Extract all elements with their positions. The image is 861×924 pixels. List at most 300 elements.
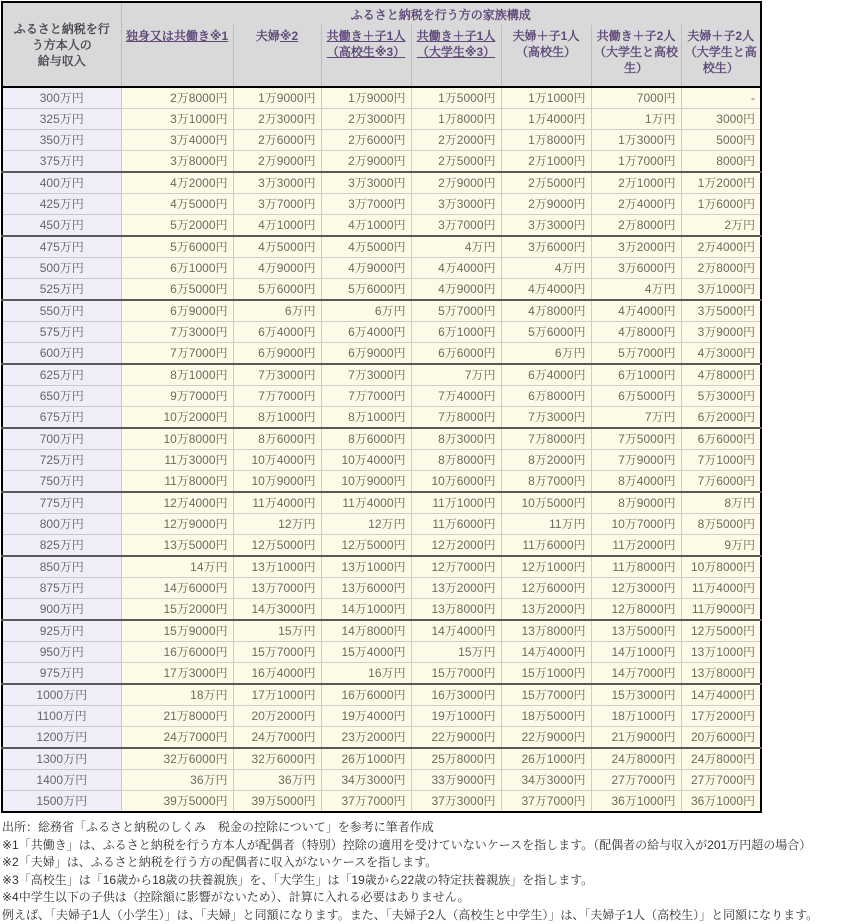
income-cell: 975万円 [2,663,121,685]
table-row [2,706,761,727]
amount-cell: 8万8000円 [411,450,501,471]
amount-cell: 11万8000円 [121,471,233,493]
amount-cell: 5万6000円 [233,279,321,301]
column-header-6 [591,25,681,87]
amount-cell: 14万3000円 [233,599,321,621]
amount-cell: 4万5000円 [121,194,233,215]
amount-cell: 13万5000円 [591,620,681,642]
income-cell: 900万円 [2,599,121,621]
amount-cell: 6万4000円 [321,322,411,343]
amount-cell: 12万5000円 [233,535,321,557]
amount-cell: 7万3000円 [121,322,233,343]
amount-cell: 15万2000円 [121,599,233,621]
amount-cell: 14万4000円 [501,642,591,663]
income-cell: 875万円 [2,578,121,599]
amount-cell: 1万円 [591,109,681,130]
column-header-1 [121,25,233,87]
income-cell: 525万円 [2,279,121,301]
amount-cell: 15万7000円 [233,642,321,663]
amount-cell: 32万6000円 [233,748,321,770]
income-cell: 800万円 [2,514,121,535]
column-header-2 [233,25,321,87]
group-header-row [2,2,761,25]
amount-cell: 14万7000円 [591,663,681,685]
amount-cell: 39万5000円 [233,791,321,813]
income-cell: 575万円 [2,322,121,343]
table-row [2,172,761,194]
income-cell: 1200万円 [2,727,121,749]
amount-cell: 12万円 [233,514,321,535]
amount-cell: 21万9000円 [591,727,681,749]
amount-cell: 3万5000円 [681,300,761,322]
amount-cell: 13万7000円 [233,578,321,599]
amount-cell: 13万1000円 [233,556,321,578]
income-column-header-line: ふるさと納税を行 [4,21,120,37]
amount-cell: 7万7000円 [321,386,411,407]
table-row [2,194,761,215]
table-row [2,109,761,130]
family-structure-group-header: ふるさと納税を行う方の家族構成 [121,2,761,25]
amount-cell: 11万4000円 [233,492,321,514]
income-cell: 775万円 [2,492,121,514]
page [0,1,861,924]
column-header-text: 夫婦 [256,29,280,43]
income-cell: 925万円 [2,620,121,642]
amount-cell: 4万9000円 [233,258,321,279]
amount-cell: 2万2000円 [411,130,501,151]
amount-cell: 36万1000円 [591,791,681,813]
amount-cell: 32万6000円 [121,748,233,770]
income-cell: 350万円 [2,130,121,151]
footnote-line: ※2「夫婦」は、ふるさと納税を行う方の配偶者に収入がないケースを指します。 [2,854,859,872]
amount-cell: 1万6000円 [681,194,761,215]
amount-cell: 8万6000円 [233,428,321,450]
amount-cell: 7万7000円 [121,343,233,365]
amount-cell: 6万円 [501,343,591,365]
income-cell: 750万円 [2,471,121,493]
amount-cell: 15万円 [233,620,321,642]
amount-cell: 14万1000円 [321,599,411,621]
amount-cell: 11万円 [501,514,591,535]
amount-cell: 7万8000円 [501,428,591,450]
amount-cell: 6万9000円 [121,300,233,322]
amount-cell: 11万4000円 [681,578,761,599]
table-row [2,450,761,471]
amount-cell: 18万円 [121,684,233,706]
amount-cell: 4万8000円 [591,322,681,343]
amount-cell: 3万1000円 [681,279,761,301]
footnote-line: 例えば、「夫婦子1人（小学生）」は、「夫婦」と同額になります。また、「夫婦子2人（高校生と中学生）」は、「夫婦子1人（高校生）」と同額になります。 [2,907,859,924]
amount-cell: 7万4000円 [411,386,501,407]
amount-cell: 8万2000円 [501,450,591,471]
amount-cell: 13万2000円 [411,578,501,599]
amount-cell: 14万円 [121,556,233,578]
amount-cell: 12万5000円 [321,535,411,557]
amount-cell: 2万6000円 [321,130,411,151]
table-row [2,215,761,237]
amount-cell: 1万7000円 [591,151,681,173]
amount-cell: 10万8000円 [121,428,233,450]
amount-cell: 36万円 [233,770,321,791]
amount-cell: 8万7000円 [501,471,591,493]
amount-cell: 25万8000円 [411,748,501,770]
column-header-7 [681,25,761,87]
amount-cell: 19万4000円 [321,706,411,727]
amount-cell: 1万4000円 [501,109,591,130]
table-row [2,87,761,109]
amount-cell: 18万1000円 [591,706,681,727]
amount-cell: 7万3000円 [233,364,321,386]
income-cell: 825万円 [2,535,121,557]
amount-cell: 12万6000円 [501,578,591,599]
table-row [2,684,761,706]
amount-cell: 3万3000円 [411,194,501,215]
amount-cell: - [681,87,761,109]
amount-cell: 4万5000円 [321,236,411,258]
amount-cell: 5万6000円 [121,236,233,258]
income-cell: 500万円 [2,258,121,279]
amount-cell: 3万3000円 [321,172,411,194]
table-row [2,428,761,450]
table-row [2,492,761,514]
amount-cell: 3万8000円 [121,151,233,173]
amount-cell: 24万7000円 [121,727,233,749]
income-cell: 1000万円 [2,684,121,706]
amount-cell: 2万9000円 [233,151,321,173]
income-cell: 850万円 [2,556,121,578]
income-cell: 950万円 [2,642,121,663]
amount-cell: 14万1000円 [591,642,681,663]
amount-cell: 7万7000円 [233,386,321,407]
amount-cell: 15万3000円 [591,684,681,706]
table-row [2,386,761,407]
amount-cell: 24万8000円 [591,748,681,770]
table-body [2,87,761,812]
table-row [2,236,761,258]
column-header-link[interactable]: 独身又は共働き※1 [126,29,228,43]
amount-cell: 19万1000円 [411,706,501,727]
amount-cell: 6万5000円 [591,386,681,407]
table-row [2,663,761,685]
column-header-text: 共働き＋子2人（大学生と高校生） [594,29,678,75]
amount-cell: 10万5000円 [501,492,591,514]
income-cell: 625万円 [2,364,121,386]
amount-cell: 6万6000円 [411,343,501,365]
income-cell: 450万円 [2,215,121,237]
column-header-4 [411,25,501,87]
amount-cell: 34万3000円 [321,770,411,791]
amount-cell: 8万1000円 [321,407,411,429]
table-row [2,471,761,493]
amount-cell: 37万3000円 [411,791,501,813]
amount-cell: 22万9000円 [411,727,501,749]
amount-cell: 6万9000円 [233,343,321,365]
amount-cell: 8万6000円 [321,428,411,450]
table-row [2,258,761,279]
amount-cell: 27万7000円 [591,770,681,791]
footnote-line: ※1「共働き」は、ふるさと納税を行う方本人が配偶者（特別）控除の適用を受けていないケースを指します。（配偶者の給与収入が201万円超の場合） [2,837,859,855]
amount-cell: 5万7000円 [591,343,681,365]
amount-cell: 7万3000円 [321,364,411,386]
amount-cell: 1万9000円 [233,87,321,109]
amount-cell: 15万4000円 [321,642,411,663]
table-row [2,514,761,535]
table-row [2,364,761,386]
table-row [2,556,761,578]
amount-cell: 12万1000円 [501,556,591,578]
amount-cell: 3万2000円 [591,236,681,258]
amount-cell: 2万3000円 [233,109,321,130]
table-row [2,791,761,813]
amount-cell: 16万円 [321,663,411,685]
income-cell: 1400万円 [2,770,121,791]
income-cell: 300万円 [2,87,121,109]
amount-cell: 2万4000円 [591,194,681,215]
amount-cell: 37万7000円 [501,791,591,813]
amount-cell: 27万7000円 [681,770,761,791]
amount-cell: 10万7000円 [591,514,681,535]
amount-cell: 10万4000円 [233,450,321,471]
amount-cell: 10万6000円 [411,471,501,493]
amount-cell: 8000円 [681,151,761,173]
income-cell: 600万円 [2,343,121,365]
amount-cell: 8万4000円 [591,471,681,493]
amount-cell: 7万3000円 [501,407,591,429]
amount-cell: 11万2000円 [591,535,681,557]
table-row [2,727,761,749]
amount-cell: 10万8000円 [681,556,761,578]
column-header-text: 夫婦＋子1人（高校生） [513,29,580,59]
amount-cell: 4万円 [411,236,501,258]
amount-cell: 3万6000円 [591,258,681,279]
amount-cell: 1万3000円 [591,130,681,151]
table-row [2,599,761,621]
amount-cell: 11万3000円 [121,450,233,471]
table-header [2,2,761,87]
amount-cell: 10万9000円 [321,471,411,493]
income-cell: 375万円 [2,151,121,173]
amount-cell: 6万9000円 [321,343,411,365]
amount-cell: 4万8000円 [501,300,591,322]
amount-cell: 6万6000円 [681,428,761,450]
amount-cell: 26万1000円 [501,748,591,770]
amount-cell: 4万円 [501,258,591,279]
amount-cell: 2万円 [681,215,761,237]
amount-cell: 1万8000円 [501,130,591,151]
income-cell: 725万円 [2,450,121,471]
amount-cell: 7万5000円 [591,428,681,450]
amount-cell: 11万6000円 [501,535,591,557]
amount-cell: 33万9000円 [411,770,501,791]
amount-cell: 4万9000円 [321,258,411,279]
amount-cell: 8万9000円 [591,492,681,514]
amount-cell: 2万1000円 [501,151,591,173]
amount-cell: 2万8000円 [591,215,681,237]
amount-cell: 3万4000円 [121,130,233,151]
amount-cell: 5万7000円 [411,300,501,322]
table-row [2,279,761,301]
amount-cell: 7万円 [411,364,501,386]
amount-cell: 39万5000円 [121,791,233,813]
amount-cell: 3万3000円 [501,215,591,237]
footnote-line: ※4中学生以下の子供は（控除額に影響がないため）、計算に入れる必要はありません。 [2,889,859,907]
amount-cell: 16万4000円 [233,663,321,685]
table-row [2,642,761,663]
amount-cell: 7万8000円 [411,407,501,429]
amount-cell: 7000円 [591,87,681,109]
amount-cell: 2万9000円 [321,151,411,173]
amount-cell: 5000円 [681,130,761,151]
amount-cell: 12万8000円 [591,599,681,621]
amount-cell: 14万4000円 [681,684,761,706]
amount-cell: 6万1000円 [121,258,233,279]
column-header-link[interactable]: 共働き＋子1人（大学生※3） [417,29,496,59]
amount-cell: 12万2000円 [411,535,501,557]
amount-cell: 8万5000円 [681,514,761,535]
column-header-link[interactable]: ※2 [280,29,298,43]
amount-cell: 7万9000円 [591,450,681,471]
amount-cell: 3万1000円 [121,109,233,130]
amount-cell: 15万7000円 [501,684,591,706]
amount-cell: 12万3000円 [591,578,681,599]
income-cell: 400万円 [2,172,121,194]
amount-cell: 7万6000円 [681,471,761,493]
amount-cell: 5万3000円 [681,386,761,407]
income-cell: 700万円 [2,428,121,450]
income-column-header [2,2,121,87]
table-row [2,130,761,151]
income-cell: 425万円 [2,194,121,215]
amount-cell: 12万7000円 [411,556,501,578]
amount-cell: 4万9000円 [411,279,501,301]
amount-cell: 17万3000円 [121,663,233,685]
amount-cell: 2万6000円 [233,130,321,151]
amount-cell: 18万5000円 [501,706,591,727]
amount-cell: 37万7000円 [321,791,411,813]
amount-cell: 11万4000円 [321,492,411,514]
amount-cell: 12万5000円 [681,620,761,642]
amount-cell: 5万6000円 [321,279,411,301]
amount-cell: 1万1000円 [501,87,591,109]
amount-cell: 14万4000円 [411,620,501,642]
footnote-line: 出所：総務省「ふるさと納税のしくみ 税金の控除について」を参考に筆者作成 [2,819,859,837]
amount-cell: 3万3000円 [233,172,321,194]
amount-cell: 6万1000円 [591,364,681,386]
amount-cell: 4万1000円 [321,215,411,237]
amount-cell: 13万1000円 [321,556,411,578]
amount-cell: 13万8000円 [681,663,761,685]
amount-cell: 2万3000円 [321,109,411,130]
income-column-header-line: う方本人の [4,37,120,53]
amount-cell: 4万8000円 [681,364,761,386]
amount-cell: 16万3000円 [411,684,501,706]
amount-cell: 1万8000円 [411,109,501,130]
table-row [2,748,761,770]
amount-cell: 2万5000円 [411,151,501,173]
amount-cell: 13万8000円 [411,599,501,621]
footnotes [0,813,861,924]
amount-cell: 7万円 [591,407,681,429]
amount-cell: 3万7000円 [321,194,411,215]
amount-cell: 6万4000円 [233,322,321,343]
amount-cell: 36万1000円 [681,791,761,813]
amount-cell: 20万6000円 [681,727,761,749]
amount-cell: 6万1000円 [411,322,501,343]
amount-cell: 7万1000円 [681,450,761,471]
amount-cell: 6万4000円 [501,364,591,386]
table-row [2,620,761,642]
amount-cell: 36万円 [121,770,233,791]
amount-cell: 26万1000円 [321,748,411,770]
column-header-5 [501,25,591,87]
amount-cell: 6万5000円 [121,279,233,301]
amount-cell: 2万9000円 [501,194,591,215]
amount-cell: 3万7000円 [233,194,321,215]
amount-cell: 17万1000円 [233,684,321,706]
table-row [2,300,761,322]
amount-cell: 10万9000円 [233,471,321,493]
income-cell: 1300万円 [2,748,121,770]
amount-cell: 4万5000円 [233,236,321,258]
amount-cell: 4万4000円 [411,258,501,279]
income-cell: 550万円 [2,300,121,322]
amount-cell: 13万6000円 [321,578,411,599]
amount-cell: 6万円 [321,300,411,322]
amount-cell: 1万2000円 [681,172,761,194]
amount-cell: 8万円 [681,492,761,514]
income-column-header-line: 給与収入 [4,53,120,69]
amount-cell: 34万3000円 [501,770,591,791]
amount-cell: 2万8000円 [121,87,233,109]
table-row [2,770,761,791]
amount-cell: 2万9000円 [411,172,501,194]
amount-cell: 6万8000円 [501,386,591,407]
amount-cell: 9万円 [681,535,761,557]
income-cell: 675万円 [2,407,121,429]
amount-cell: 2万8000円 [681,258,761,279]
amount-cell: 3000円 [681,109,761,130]
amount-cell: 12万円 [321,514,411,535]
column-header-3 [321,25,411,87]
amount-cell: 15万1000円 [501,663,591,685]
table-row [2,578,761,599]
column-header-link[interactable]: 共働き＋子1人（高校生※3） [327,29,406,59]
amount-cell: 10万2000円 [121,407,233,429]
amount-cell: 11万9000円 [681,599,761,621]
amount-cell: 8万1000円 [233,407,321,429]
income-cell: 325万円 [2,109,121,130]
amount-cell: 13万1000円 [681,642,761,663]
amount-cell: 24万8000円 [681,748,761,770]
amount-cell: 4万4000円 [501,279,591,301]
table-row [2,151,761,173]
amount-cell: 15万円 [411,642,501,663]
amount-cell: 5万6000円 [501,322,591,343]
amount-cell: 2万4000円 [681,236,761,258]
amount-cell: 6万2000円 [681,407,761,429]
table-row [2,407,761,429]
amount-cell: 1万9000円 [321,87,411,109]
amount-cell: 15万7000円 [411,663,501,685]
furusato-deduction-limit-table [1,1,762,813]
amount-cell: 15万9000円 [121,620,233,642]
amount-cell: 3万9000円 [681,322,761,343]
amount-cell: 16万6000円 [121,642,233,663]
amount-cell: 13万8000円 [501,620,591,642]
amount-cell: 14万6000円 [121,578,233,599]
table-row [2,343,761,365]
column-header-text: 夫婦＋子2人（大学生と高校生） [685,29,757,75]
